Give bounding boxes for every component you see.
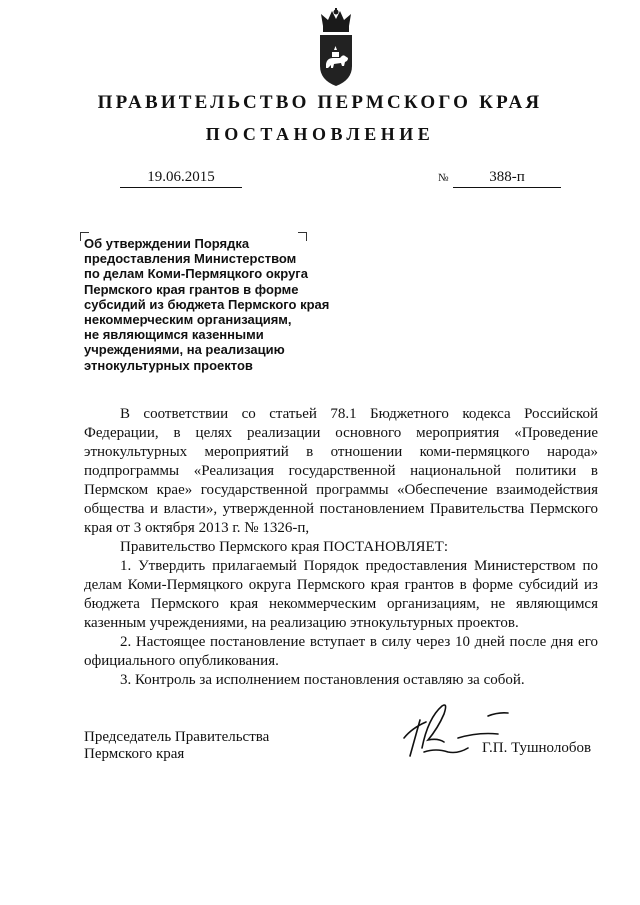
- subject-block: [84, 236, 384, 373]
- document-number: 388-п: [453, 168, 561, 188]
- coat-of-arms-icon: [310, 8, 362, 88]
- subject-line: субсидий из бюджета Пермского края: [84, 296, 330, 312]
- signatory-position: [84, 729, 269, 763]
- number-sign: №: [438, 172, 449, 184]
- document-type: ПОСТАНОВЛЕНИЕ: [205, 124, 435, 144]
- signatory-position-line: Пермского края: [84, 746, 185, 762]
- government-title: ПРАВИТЕЛЬСТВО ПЕРМСКОГО КРАЯ: [97, 92, 543, 113]
- clause-2: 2. Настоящее постановление вступает в силу через 10 дней после дня его официального опубликования.: [84, 634, 598, 669]
- subject-line: Пермского края грантов в форме: [84, 281, 299, 297]
- document-body: [84, 405, 598, 690]
- subject-line: не являющимся казенными: [84, 327, 264, 343]
- subject-line: этнокультурных проектов: [84, 357, 253, 373]
- signatory-position-line: Председатель Правительства: [84, 729, 270, 745]
- clause-3: 3. Контроль за исполнением постановления оставляю за собой.: [120, 672, 525, 688]
- document-date: 19.06.2015: [120, 168, 242, 188]
- signatory-name: Г.П. Тушнолобов: [482, 740, 592, 756]
- clause-1: 1. Утвердить прилагаемый Порядок предоставления Министерством по делам Коми-Пермяцкого округа Пермского края грантов в форме субсидий из бюджета Пермского края некоммерческим организациям, не являющимся казенным учреждениями, на реализацию этнокультурных проектов.: [84, 558, 598, 631]
- subject-line: Об утверждении Порядка: [84, 236, 250, 251]
- subject-line: учреждениями, на реализацию: [84, 342, 285, 358]
- subject-line: предоставления Министерством: [84, 251, 297, 267]
- subject-line: по делам Коми-Пермяцкого округа: [84, 266, 308, 282]
- subject-line: некоммерческим организациям,: [84, 312, 292, 328]
- resolves-paragraph: Правительство Пермского края ПОСТАНОВЛЯЕТ:: [120, 539, 449, 555]
- preamble-paragraph: В соответствии со статьей 78.1 Бюджетного кодекса Российской Федерации, в целях реализации основного мероприятия «Проведение этнокультурных мероприятий в отношении коми-пермяцкого народа» подпрограммы «Реализация государственной национальной политики в Пермском крае» государственной программы «Обеспечение взаимодействия общества и власти», утвержденной постановлением Правительства Пермского края от 3 октября 2013 г. № 1326-п,: [84, 406, 598, 536]
